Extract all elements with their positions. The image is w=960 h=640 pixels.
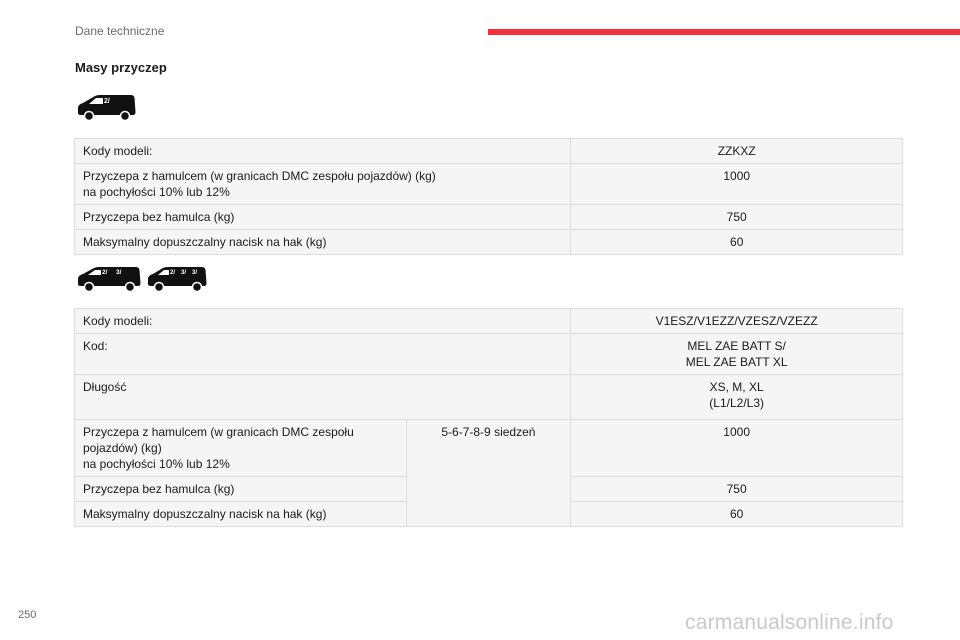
row-value: 60 [571,230,903,255]
row-value: MEL ZAE BATT S/ MEL ZAE BATT XL [571,334,903,375]
table-row [75,334,903,375]
van-icon [76,264,144,294]
page-header-title: Dane techniczne [75,24,165,38]
header-accent-bar [488,29,960,35]
seats-cell: 5-6-7-8-9 siedzeń [406,420,571,527]
row-label: Przyczepa bez hamulca (kg) [75,477,407,502]
row-label: Przyczepa bez hamulca (kg) [75,205,571,230]
row-label: Kod: [75,334,571,375]
row-value: ZZKXZ [571,139,903,164]
table-row [75,205,903,230]
table-row [75,230,903,255]
page-number: 250 [18,609,37,621]
row-value: 1000 [571,164,903,205]
row-value: 1000 [571,420,903,477]
svg-text:2/: 2/ [102,269,108,276]
row-label: Długość [75,375,571,420]
row-label: Maksymalny dopuszczalny nacisk na hak (kg) [75,502,407,527]
svg-text:2/: 2/ [170,270,176,276]
trailer-weights-table-2 [74,308,903,527]
table-row [75,139,903,164]
table-row [75,309,903,334]
row-label: Przyczepa z hamulcem (w granicach DMC zespołu pojazdów) (kg) na pochyłości 10% lub 12% [75,420,407,477]
row-label: Maksymalny dopuszczalny nacisk na hak (kg) [75,230,571,255]
table-row [75,375,903,420]
van-icon [146,264,210,294]
row-value: 750 [571,205,903,230]
table-row [75,164,903,205]
section-title: Masy przyczep [75,60,167,75]
row-label: Kody modeli: [75,309,571,334]
svg-text:3/: 3/ [116,269,122,276]
row-label: Kody modeli: [75,139,571,164]
trailer-weights-table-1 [74,138,903,255]
svg-text:3/: 3/ [181,270,187,276]
svg-text:3/: 3/ [192,270,198,276]
table-row [75,420,903,477]
row-value: 60 [571,502,903,527]
row-value: XS, M, XL (L1/L2/L3) [571,375,903,420]
row-value: 750 [571,477,903,502]
van-icon [76,92,138,124]
row-value: V1ESZ/V1EZZ/VZESZ/VZEZZ [571,309,903,334]
watermark: carmanualsonline.info [685,611,894,634]
svg-text:2/: 2/ [104,98,110,105]
row-label: Przyczepa z hamulcem (w granicach DMC zespołu pojazdów) (kg) na pochyłości 10% lub 12% [75,164,571,205]
